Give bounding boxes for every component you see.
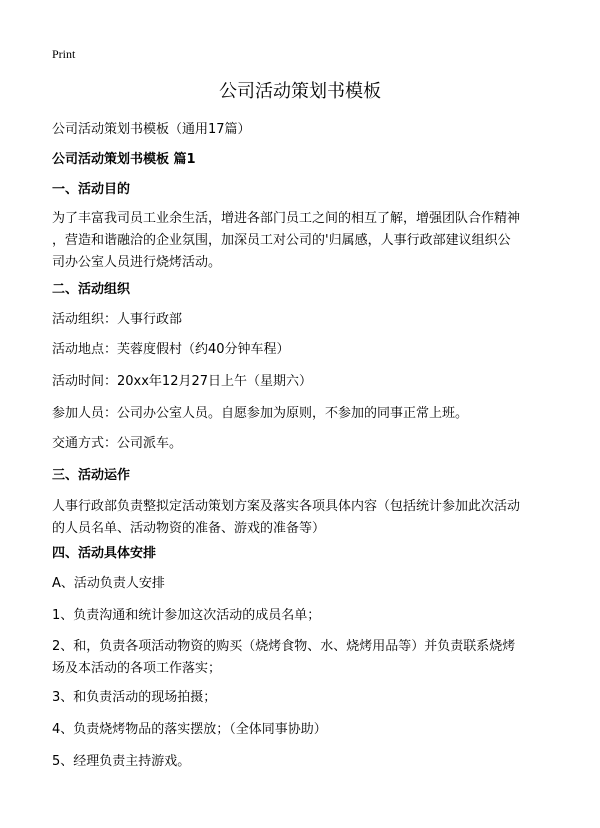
sub-heading-a: A、活动负责人安排 [52,576,165,591]
list-item-multiline [52,636,552,680]
paragraph-line: 人事行政部负责整拟定活动策划方案及落实各项具体内容（包括统计参加此次活动 [52,499,521,514]
paragraph-line: 为了丰富我司员工业余生活，增进各部门员工之间的相互了解，增强团队合作精神 [52,211,521,226]
time-line: 活动时间：20xx年12月27日上午（星期六） [52,374,313,389]
section-heading-arrangement: 四、活动具体安排 [52,546,157,561]
print-label: Print [52,47,76,61]
location-line: 活动地点：芙蓉度假村（约40分钟车程） [52,342,290,357]
list-item: 4、负责烧烤物品的落实摆放；（全体同事协助） [52,722,327,737]
paragraph-line: 的人员名单、活动物资的准备、游戏的准备等） [52,521,326,536]
transport-line: 交通方式：公司派车。 [52,436,183,451]
paragraph-line: 2、和，负责各项活动物资的购买（烧烤食物、水、烧烤用品等）并负责联系烧烤 [52,639,516,654]
section-operation-paragraph [52,496,552,540]
list-item: 3、和负责活动的现场拍摄； [52,690,217,705]
paragraph-line: 司办公室人员进行烧烤活动。 [52,255,222,270]
section-heading-purpose: 一、活动目的 [52,182,131,197]
section-heading-operation: 三、活动运作 [52,468,131,483]
list-item: 1、负责沟通和统计参加这次活动的成员名单； [52,608,321,623]
article-heading: 公司活动策划书模板 篇1 [52,152,196,167]
participants-line: 参加人员：公司办公室人员。自愿参加为原则，不参加的同事正常上班。 [52,406,469,421]
section-heading-organization: 二、活动组织 [52,282,131,297]
paragraph-line: 场及本活动的各项工作落实； [52,661,222,676]
page-title: 公司活动策划书模板 [219,81,381,102]
document-subtitle: 公司活动策划书模板（通用17篇） [52,122,251,137]
paragraph-line: ，营造和谐融洽的企业氛围，加深员工对公司的'归属感，人事行政部建议组织公 [52,233,511,248]
organizer-line: 活动组织：人事行政部 [52,312,183,327]
section-purpose-paragraph [52,208,552,274]
list-item: 5、经理负责主持游戏。 [52,754,191,769]
